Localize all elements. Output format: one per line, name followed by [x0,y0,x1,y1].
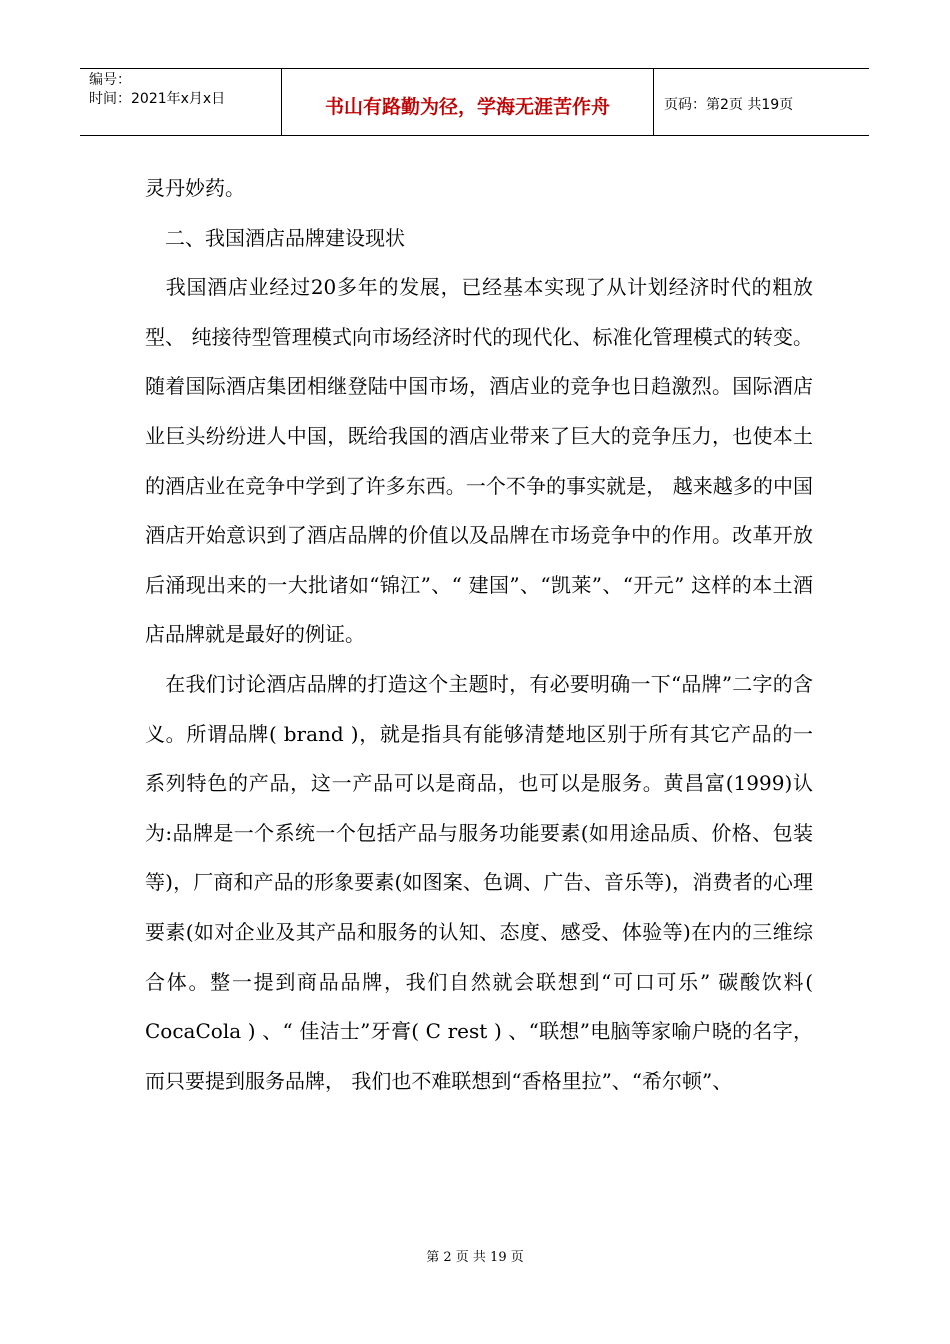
section-heading: 二、我国酒店品牌建设现状 [145,225,405,250]
page-header [80,68,869,136]
header-time-label: 时间：2021年x月x日 [89,91,226,107]
paragraph: 在我们讨论酒店品牌的打造这个主题时，有必要明确一下“品牌”二字的含义。所谓品牌( brand )，就是指具有能够清楚地区别于所有其它产品的一系列特色的产品，这一产品可以是商品，也可以是服务。黄昌富(1999)认为:品牌是一个系统一个包括产品与服务功能要素(如用途品质、价格、包装等)，厂商和产品的形象要素(如图案、色调、广告、音乐等)，消费者的心理要素(如对企业及其产品和服务的认知、态度、感受、体验等)在内的三维综合体。整一提到商品品牌，我们自然就会联想到“可口可乐” 碳酸饮料( CocaCola ) 、“ 佳洁士”牙膏( C rest ) 、“联想”电脑等家喻户晓的名字，而只要提到服务品牌， 我们也不难联想到“香格里拉”、“希尔顿”、 [145,671,813,1093]
header-motto: 书山有路勤为径，学海无涯苦作舟 [282,69,654,135]
header-number-label: 编号： [89,72,131,88]
paragraph: 我国酒店业经过20多年的发展，已经基本实现了从计划经济时代的粗放型、 纯接待型管理模式向市场经济时代的现代化、标准化管理模式的转变。随着国际酒店集团相继登陆中国市场，酒店业的竞争也日趋激烈。国际酒店业巨头纷纷进人中国，既给我国的酒店业带来了巨大的竞争压力，也使本土的酒店业在竞争中学到了许多东西。一个不争的事实就是， 越来越多的中国酒店开始意识到了酒店品牌的价值以及品牌在市场竞争中的作用。改革开放后涌现出来的一大批诸如“锦江”、“ 建国”、“凯莱”、“开元” 这样的本土酒店品牌就是最好的例证。 [145,275,813,647]
document-body [145,164,813,1106]
paragraph-continuation: 灵丹妙药。 [145,176,245,200]
header-meta [80,69,282,135]
page-footer: 第 2 页 共 19 页 [426,1250,524,1265]
header-page-info: 页码：第2页 共19页 [664,97,794,113]
